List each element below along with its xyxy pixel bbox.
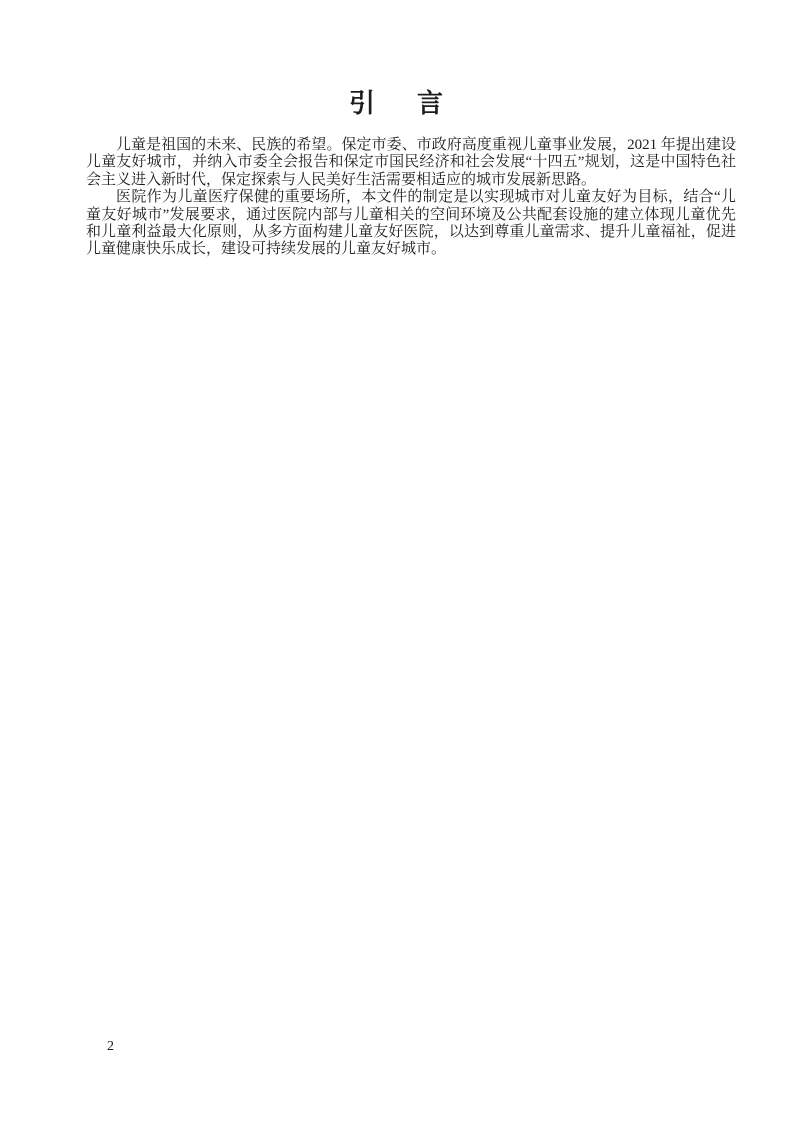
page-number: 2: [107, 1039, 114, 1054]
document-body: [86, 137, 736, 259]
intro-paragraph-2: 医院作为儿童医疗保健的重要场所，本文件的制定是以实现城市对儿童友好为目标，结合“儿童友好城市”发展要求，通过医院内部与儿童相关的空间环境及公共配套设施的建立体现儿童优先和儿童利益最大化原则，从多方面构建儿童友好医院，以达到尊重儿童需求、提升儿童福祉，促进儿童健康快乐成长，建设可持续发展的儿童友好城市。: [86, 189, 736, 258]
page-title: 引 言: [348, 89, 451, 119]
intro-paragraph-1: 儿童是祖国的未来、民族的希望。保定市委、市政府高度重视儿童事业发展，2021 年提出建设儿童友好城市，并纳入市委全会报告和保定市国民经济和社会发展“十四五”规划，这是中国特色社会主义进入新时代，保定探索与人民美好生活需要相适应的城市发展新思路。: [86, 137, 736, 188]
